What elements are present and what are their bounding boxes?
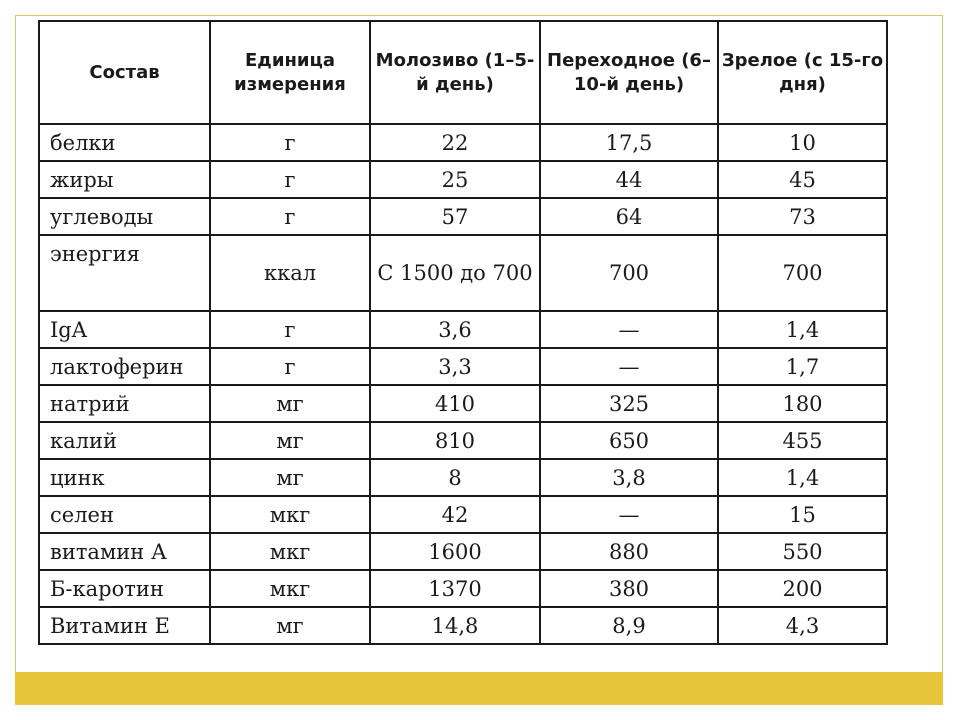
cell-unit: г — [210, 311, 370, 348]
cell-mature: 73 — [718, 198, 887, 235]
header-unit: Единица измерения — [210, 21, 370, 124]
cell-transitional: 44 — [540, 161, 718, 198]
cell-unit: г — [210, 161, 370, 198]
accent-bottom-bar — [15, 672, 943, 705]
frame-top-line — [15, 15, 942, 16]
cell-mature: 10 — [718, 124, 887, 161]
cell-mature: 180 — [718, 385, 887, 422]
cell-unit: мг — [210, 459, 370, 496]
cell-mature: 4,3 — [718, 607, 887, 644]
header-composition: Состав — [39, 21, 210, 124]
table-row — [39, 198, 887, 235]
table-row — [39, 161, 887, 198]
table-row — [39, 311, 887, 348]
frame-left-line — [15, 15, 16, 705]
header-transitional: Переходное (6–10-й день) — [540, 21, 718, 124]
cell-unit: ккал — [210, 235, 370, 311]
cell-colostrum: 8 — [370, 459, 540, 496]
cell-unit: мг — [210, 607, 370, 644]
cell-name: селен — [39, 496, 210, 533]
cell-colostrum: 25 — [370, 161, 540, 198]
cell-mature: 455 — [718, 422, 887, 459]
table-header-row — [39, 21, 887, 124]
table-row — [39, 422, 887, 459]
milk-composition-table — [38, 20, 888, 645]
cell-colostrum: 14,8 — [370, 607, 540, 644]
cell-transitional: 8,9 — [540, 607, 718, 644]
table-row — [39, 124, 887, 161]
cell-colostrum: 42 — [370, 496, 540, 533]
cell-colostrum: 410 — [370, 385, 540, 422]
cell-mature: 45 — [718, 161, 887, 198]
cell-mature: 1,4 — [718, 459, 887, 496]
cell-transitional: 17,5 — [540, 124, 718, 161]
cell-colostrum: 22 — [370, 124, 540, 161]
cell-mature: 1,4 — [718, 311, 887, 348]
cell-colostrum: 57 — [370, 198, 540, 235]
cell-colostrum: 3,6 — [370, 311, 540, 348]
cell-transitional: 325 — [540, 385, 718, 422]
cell-unit: г — [210, 348, 370, 385]
cell-transitional: 3,8 — [540, 459, 718, 496]
cell-mature: 1,7 — [718, 348, 887, 385]
cell-unit: мкг — [210, 533, 370, 570]
cell-unit: мкг — [210, 570, 370, 607]
cell-mature: 15 — [718, 496, 887, 533]
frame-right-line — [942, 15, 943, 705]
table-row — [39, 235, 887, 311]
cell-name: Б-каротин — [39, 570, 210, 607]
header-colostrum: Молозиво (1–5-й день) — [370, 21, 540, 124]
cell-colostrum: 3,3 — [370, 348, 540, 385]
table-row — [39, 459, 887, 496]
cell-colostrum: 810 — [370, 422, 540, 459]
cell-colostrum: 1370 — [370, 570, 540, 607]
cell-name: Витамин Е — [39, 607, 210, 644]
cell-transitional: — — [540, 348, 718, 385]
cell-mature: 200 — [718, 570, 887, 607]
cell-mature: 550 — [718, 533, 887, 570]
cell-name: лактоферин — [39, 348, 210, 385]
cell-transitional: 700 — [540, 235, 718, 311]
table-row — [39, 533, 887, 570]
cell-unit: г — [210, 198, 370, 235]
header-mature: Зрелое (с 15-го дня) — [718, 21, 887, 124]
cell-name: энергия — [39, 235, 210, 311]
cell-unit: мг — [210, 385, 370, 422]
cell-transitional: — — [540, 496, 718, 533]
cell-transitional: 880 — [540, 533, 718, 570]
cell-name: IgA — [39, 311, 210, 348]
cell-unit: г — [210, 124, 370, 161]
table-row — [39, 348, 887, 385]
table-row — [39, 385, 887, 422]
cell-name: белки — [39, 124, 210, 161]
table-row — [39, 570, 887, 607]
cell-name: жиры — [39, 161, 210, 198]
cell-colostrum: 1600 — [370, 533, 540, 570]
table-row — [39, 607, 887, 644]
cell-name: витамин А — [39, 533, 210, 570]
cell-unit: мкг — [210, 496, 370, 533]
cell-unit: мг — [210, 422, 370, 459]
cell-colostrum: С 1500 до 700 — [370, 235, 540, 311]
cell-name: цинк — [39, 459, 210, 496]
table-row — [39, 496, 887, 533]
cell-transitional: 650 — [540, 422, 718, 459]
cell-name: калий — [39, 422, 210, 459]
cell-name: натрий — [39, 385, 210, 422]
cell-mature: 700 — [718, 235, 887, 311]
cell-transitional: 380 — [540, 570, 718, 607]
cell-transitional: 64 — [540, 198, 718, 235]
cell-transitional: — — [540, 311, 718, 348]
cell-name: углеводы — [39, 198, 210, 235]
